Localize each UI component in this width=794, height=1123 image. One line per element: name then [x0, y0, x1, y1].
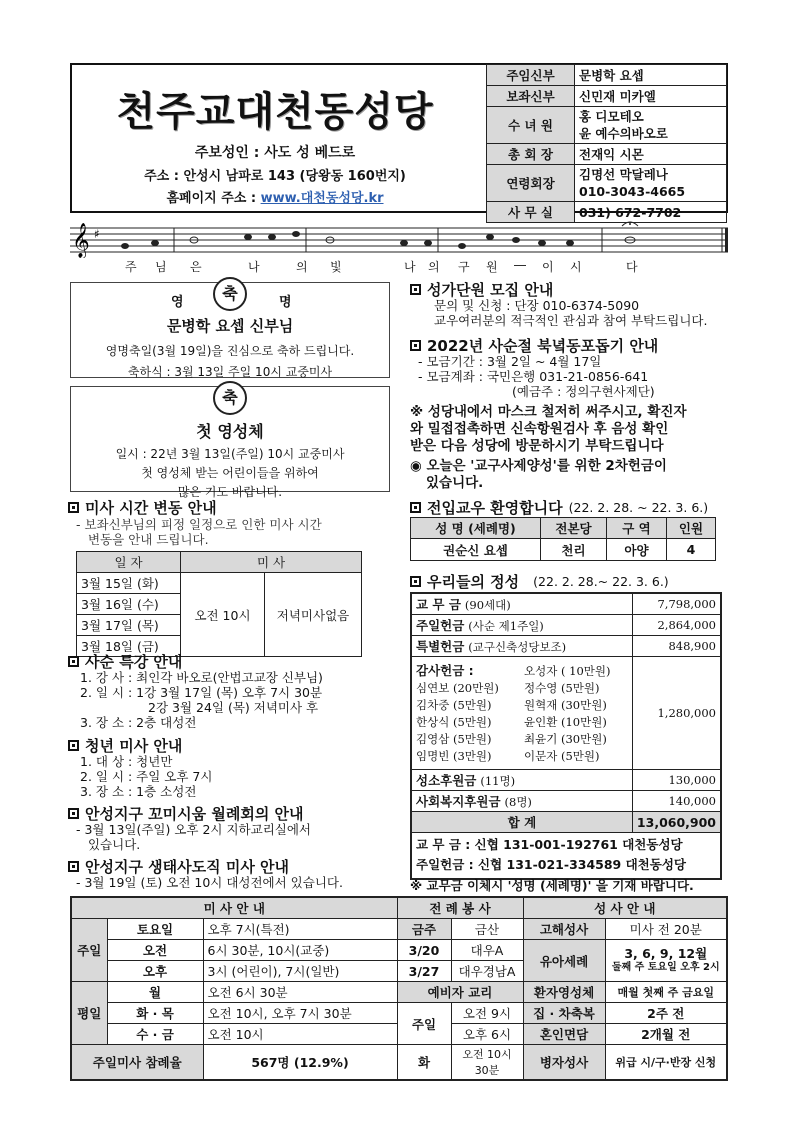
weekday-label: 평일 — [71, 982, 107, 1045]
schedule-cell: 둘째 주 토요일 오후 2시 — [611, 961, 720, 973]
newcomers-heading — [410, 497, 708, 518]
table-header: 인원 — [667, 518, 716, 539]
offering-note: (90세대) — [464, 598, 511, 612]
sunday-label: 주일 — [71, 919, 107, 982]
mass-change-table — [76, 551, 362, 657]
table-cell: 3월 15일 (화) — [77, 573, 181, 594]
staff-phone: 010-3043-4665 — [579, 184, 686, 199]
offering-amount: 848,900 — [632, 636, 721, 657]
mask-notice — [410, 404, 687, 455]
table-cell: 3월 18일 (금) — [77, 636, 181, 657]
offering-note-line: ※ 교무금 이체시 '성명 (세례명)' 을 기재 바랍니다. — [410, 878, 694, 893]
table-header: 구 역 — [607, 518, 667, 539]
homepage-label: 홈페이지 주소 : — [166, 191, 261, 206]
table-cell: 아양 — [607, 539, 667, 561]
section-title: 성가단원 모집 안내 — [427, 281, 554, 299]
schedule-cell: 병자성사 — [523, 1045, 605, 1081]
youth-line: 1. 대 상 : 청년만 — [80, 754, 173, 769]
lecture-heading — [68, 651, 182, 672]
schedule-cell: 오전 6시 30분 — [203, 982, 397, 1003]
first-communion-date: 일시 : 22년 3월 13일(주일) 10시 교중미사 — [115, 447, 345, 461]
notice-line: 받은 다음 성당에 방문하시기 부탁드립니다 — [410, 438, 664, 454]
thanks-donor: 임명빈 (3만원) — [416, 749, 492, 763]
lyric: 은 — [190, 260, 202, 274]
collection-notice — [410, 458, 667, 492]
schedule-cell: 3, 6, 9, 12월 — [624, 945, 708, 961]
lyric: 의 — [296, 260, 308, 274]
thanks-label: 감사헌금 : — [416, 663, 474, 678]
attendance-value: 567명 (12.9%) — [203, 1045, 397, 1081]
staff-role: 보좌신부 — [487, 86, 575, 107]
svg-text:𝄞: 𝄞 — [72, 223, 90, 258]
thanks-donor: 한상식 (5만원) — [416, 715, 492, 729]
congrats-badge-icon: 축 — [213, 381, 247, 415]
staff-role: 수 녀 원 — [487, 107, 575, 144]
thanks-donor: 최윤기 (30만원) — [524, 732, 607, 746]
lyric: 빛 — [330, 260, 342, 274]
lecture-line: 2. 일 시 : 1강 3월 17일 (목) 오후 7시 30분 — [80, 685, 323, 700]
schedule-table — [70, 896, 728, 1081]
schedule-cell: 3/27 — [397, 961, 451, 982]
mass-guide-header: 미 사 안 내 — [71, 897, 397, 919]
lyric: 나 — [404, 260, 416, 274]
homepage-link[interactable]: www.대천동성당.kr — [260, 191, 384, 206]
offering-label: 교 무 금 — [416, 597, 461, 612]
staff-name: 신민재 미카엘 — [575, 86, 727, 107]
offering-label: 주일헌금 — [416, 618, 465, 633]
schedule-cell: 오후 — [107, 961, 203, 982]
lyric: 주 — [125, 260, 137, 274]
schedule-cell: 오전 — [107, 940, 203, 961]
feast-text: 영명축일(3월 19일)을 진심으로 축하 드립니다. — [105, 344, 355, 358]
staff-name: 김명선 막달레나 — [579, 167, 668, 182]
thanks-donor: 원혁재 (30만원) — [524, 698, 607, 712]
mass-change-desc: 변동을 안내 드립니다. — [88, 532, 209, 547]
feast-name: 문병학 요셉 신부님 — [166, 317, 294, 335]
mass-change-heading — [68, 497, 217, 518]
notice-line: ◉ 오늘은 '교구사제양성'를 위한 2차헌금이 — [410, 458, 667, 474]
offering-label: 특별헌금 — [416, 639, 465, 654]
mass-change-desc: - 보좌신부님의 피정 일정으로 인한 미사 시간 — [76, 517, 322, 532]
account-line: 주일헌금 : 신협 131-021-334589 대천동성당 — [416, 857, 686, 873]
section-title: 안성지구 생태사도직 미사 안내 — [85, 858, 290, 876]
offering-amount: 7,798,000 — [632, 593, 721, 615]
section-title: 사순 특강 안내 — [85, 653, 183, 671]
notice-line: 와 밀접접촉하면 신속항원검사 후 음성 확인 — [410, 421, 669, 437]
offering-label: 성소후원금 — [416, 773, 477, 788]
notice-line: 있습니다. — [426, 475, 484, 491]
period: (22. 2. 28.~ 22. 3. 6.) — [533, 574, 669, 589]
table-cell: 저녁미사없음 — [265, 573, 362, 657]
staff-name: 문병학 요셉 — [575, 65, 727, 86]
first-communion-text: 많은 기도 바랍니다. — [177, 485, 283, 499]
first-communion-title: 첫 영성체 — [196, 422, 264, 441]
lent-line: - 모금계좌 : 국민은행 031-21-0856-641 — [418, 369, 649, 384]
section-bullet-icon — [410, 502, 421, 513]
offering-note: (사순 제1주일) — [468, 619, 544, 633]
schedule-cell: 수 · 금 — [107, 1024, 203, 1045]
staff-role: 사 무 실 — [487, 202, 575, 223]
schedule-cell: 미사 전 20분 — [605, 919, 727, 940]
staff-name: 전재익 시몬 — [575, 144, 727, 165]
offering-amount: 2,864,000 — [632, 615, 721, 636]
lyric: 이 — [542, 260, 554, 274]
feast-ceremony: 축하식 : 3월 13일 주일 10시 교중미사 — [127, 365, 333, 379]
lecture-line: 2강 3월 24일 (목) 저녁미사 후 — [148, 700, 319, 715]
table-cell: 3월 16일 (수) — [77, 594, 181, 615]
schedule-cell: 오전 9시 — [451, 1003, 523, 1024]
schedule-cell: 위급 시/구·반장 신청 — [605, 1045, 727, 1081]
schedule-cell: 오전 10시 30분 — [451, 1045, 523, 1081]
total-amount: 13,060,900 — [632, 812, 721, 833]
staff-table — [486, 64, 727, 223]
lent-heading — [410, 335, 658, 356]
section-title: 안성지구 꼬미시움 월례회의 안내 — [85, 805, 304, 823]
thanks-donor: 정수영 (5만원) — [524, 681, 600, 695]
altar-service-header: 전 례 봉 사 — [397, 897, 523, 919]
staff-role: 연령회장 — [487, 165, 575, 202]
hymn-lyrics — [70, 258, 730, 274]
schedule-cell: 오후 7시(특전) — [203, 919, 397, 940]
thanks-donor: 오성자 ( 10만원) — [524, 664, 611, 678]
lyric: 다 — [626, 260, 638, 274]
account-line: 교 무 금 : 신협 131-001-192761 대천동성당 — [416, 837, 683, 853]
thanks-donor: 김차중 (5만원) — [416, 698, 492, 712]
section-title: 우리들의 정성 — [427, 573, 520, 591]
eco-mass-heading — [68, 856, 289, 877]
staff-role: 총 회 장 — [487, 144, 575, 165]
schedule-cell: 화 · 목 — [107, 1003, 203, 1024]
address: 주소 : 안성시 남파로 143 (당왕동 160번지) — [144, 169, 406, 184]
section-bullet-icon — [68, 656, 79, 667]
offering-label: 사회복지후원금 — [416, 794, 501, 809]
table-header: 일 자 — [77, 552, 181, 573]
section-bullet-icon — [410, 284, 421, 295]
lecture-line: 1. 강 사 : 최인각 바오로(안법고교장 신부님) — [80, 670, 323, 685]
catechism-header: 예비자 교리 — [397, 982, 523, 1003]
section-bullet-icon — [410, 576, 421, 587]
section-bullet-icon — [68, 808, 79, 819]
choir-line: 문의 및 신청 : 단장 010-6374-5090 — [434, 298, 640, 313]
lyric: 의 — [428, 260, 440, 274]
offering-amount: 1,280,000 — [632, 657, 721, 770]
homepage — [100, 187, 450, 206]
lent-line: - 모금기간 : 3월 2일 ~ 4월 17일 — [418, 354, 602, 369]
lyric: 시 — [570, 260, 582, 274]
lyric: 원 — [486, 260, 498, 274]
table-header: 전본당 — [541, 518, 607, 539]
table-cell: 4 — [667, 539, 716, 561]
eco-line: - 3월 19일 (토) 오전 10시 대성전에서 있습니다. — [76, 875, 343, 890]
music-staff — [70, 218, 730, 258]
lyric: ― — [514, 258, 526, 272]
youth-line: 3. 장 소 : 1층 소성전 — [80, 784, 197, 799]
first-communion-box — [70, 386, 390, 499]
schedule-cell: 유아세례 — [523, 940, 605, 982]
section-bullet-icon — [68, 740, 79, 751]
thanks-donor: 심연보 (20만원) — [416, 681, 499, 695]
schedule-cell: 화 — [397, 1045, 451, 1081]
comitium-line: 있습니다. — [88, 837, 141, 852]
staff-role: 주임신부 — [487, 65, 575, 86]
office-phone: 031) 672-7702 — [575, 202, 727, 223]
staff-name: 윤 예수의바오로 — [579, 126, 668, 141]
staff-name: 홍 디모테오 — [579, 109, 644, 124]
table-cell: 권순신 요셉 — [411, 539, 541, 561]
schedule-cell: 환자영성체 — [523, 982, 605, 1003]
section-title: 청년 미사 안내 — [85, 737, 183, 755]
table-header: 미 사 — [181, 552, 362, 573]
feast-label-left: 영 — [171, 295, 184, 310]
lecture-line: 3. 장 소 : 2층 대성전 — [80, 715, 197, 730]
offering-note: (교구신축성당보조) — [468, 640, 567, 654]
lyric: 나 — [248, 260, 260, 274]
schedule-cell: 오전 10시 — [203, 1024, 397, 1045]
offering-heading — [410, 571, 669, 592]
sacrament-header: 성 사 안 내 — [523, 897, 727, 919]
offering-note: (8명) — [504, 795, 532, 809]
lyric: 구 — [458, 260, 470, 274]
schedule-cell: 금주 — [397, 919, 451, 940]
schedule-cell: 주일 — [397, 1003, 451, 1045]
schedule-cell: 2개월 전 — [605, 1024, 727, 1045]
notice-line: ※ 성당내에서 마스크 철저히 써주시고, 확진자 — [410, 404, 687, 420]
choir-heading — [410, 279, 553, 300]
offering-table — [410, 592, 722, 880]
schedule-cell: 집 · 차축복 — [523, 1003, 605, 1024]
offering-note: (11명) — [480, 774, 516, 788]
schedule-cell: 6시 30분, 10시(교중) — [203, 940, 397, 961]
youth-mass-heading — [68, 735, 182, 756]
table-cell: 천리 — [541, 539, 607, 561]
first-communion-text: 첫 영성체 받는 어린이들을 위하여 — [141, 466, 319, 480]
section-title: 2022년 사순절 북녘동포돕기 안내 — [427, 337, 659, 355]
patron-saint: 주보성인 : 사도 성 베드로 — [194, 145, 356, 161]
period: (22. 2. 28. ~ 22. 3. 6.) — [568, 500, 709, 515]
svg-text:♯: ♯ — [94, 227, 100, 241]
youth-line: 2. 일 시 : 주일 오후 7시 — [80, 769, 213, 784]
schedule-cell: 금산 — [451, 919, 523, 940]
table-header: 성 명 (세례명) — [411, 518, 541, 539]
section-title: 전입교우 환영합니다 — [427, 499, 563, 517]
table-cell: 3월 17일 (목) — [77, 615, 181, 636]
thanks-donor: 김영삼 (5만원) — [416, 732, 492, 746]
attendance-label: 주일미사 참례율 — [71, 1045, 203, 1081]
parish-title: 천주교대천동성당 — [116, 89, 434, 135]
feast-day-box — [70, 282, 390, 378]
schedule-cell: 혼인면담 — [523, 1024, 605, 1045]
lyric: 님 — [155, 260, 167, 274]
schedule-cell: 고해성사 — [523, 919, 605, 940]
schedule-cell: 3시 (어린이), 7시(일반) — [203, 961, 397, 982]
congrats-badge-icon: 축 — [213, 277, 247, 311]
schedule-cell: 대우A — [451, 940, 523, 961]
total-label: 합 계 — [411, 812, 632, 833]
offering-amount: 140,000 — [632, 791, 721, 812]
section-bullet-icon — [68, 861, 79, 872]
comitium-line: - 3월 13일(주일) 오후 2시 지하교리실에서 — [76, 822, 311, 837]
offering-amount: 130,000 — [632, 770, 721, 791]
schedule-cell: 3/20 — [397, 940, 451, 961]
thanks-donor: 이문자 (5만원) — [524, 749, 600, 763]
lent-line: (예금주 : 정의구현사제단) — [512, 384, 655, 399]
schedule-cell: 오후 6시 — [451, 1024, 523, 1045]
schedule-cell: 월 — [107, 982, 203, 1003]
table-cell: 오전 10시 — [181, 573, 265, 657]
schedule-cell: 매월 첫째 주 금요일 — [605, 982, 727, 1003]
schedule-cell: 2주 전 — [605, 1003, 727, 1024]
section-bullet-icon — [410, 340, 421, 351]
schedule-cell: 오전 10시, 오후 7시 30분 — [203, 1003, 397, 1024]
schedule-cell: 토요일 — [107, 919, 203, 940]
section-bullet-icon — [68, 502, 79, 513]
newcomers-table — [410, 517, 716, 561]
comitium-heading — [68, 803, 304, 824]
thanks-donor: 윤인환 (10만원) — [524, 715, 607, 729]
schedule-cell: 대우경남A — [451, 961, 523, 982]
feast-label-right: 명 — [279, 295, 292, 310]
choir-line: 교우여러분의 적극적인 관심과 참여 부탁드립니다. — [434, 313, 708, 328]
section-title: 미사 시간 변동 안내 — [85, 499, 217, 517]
